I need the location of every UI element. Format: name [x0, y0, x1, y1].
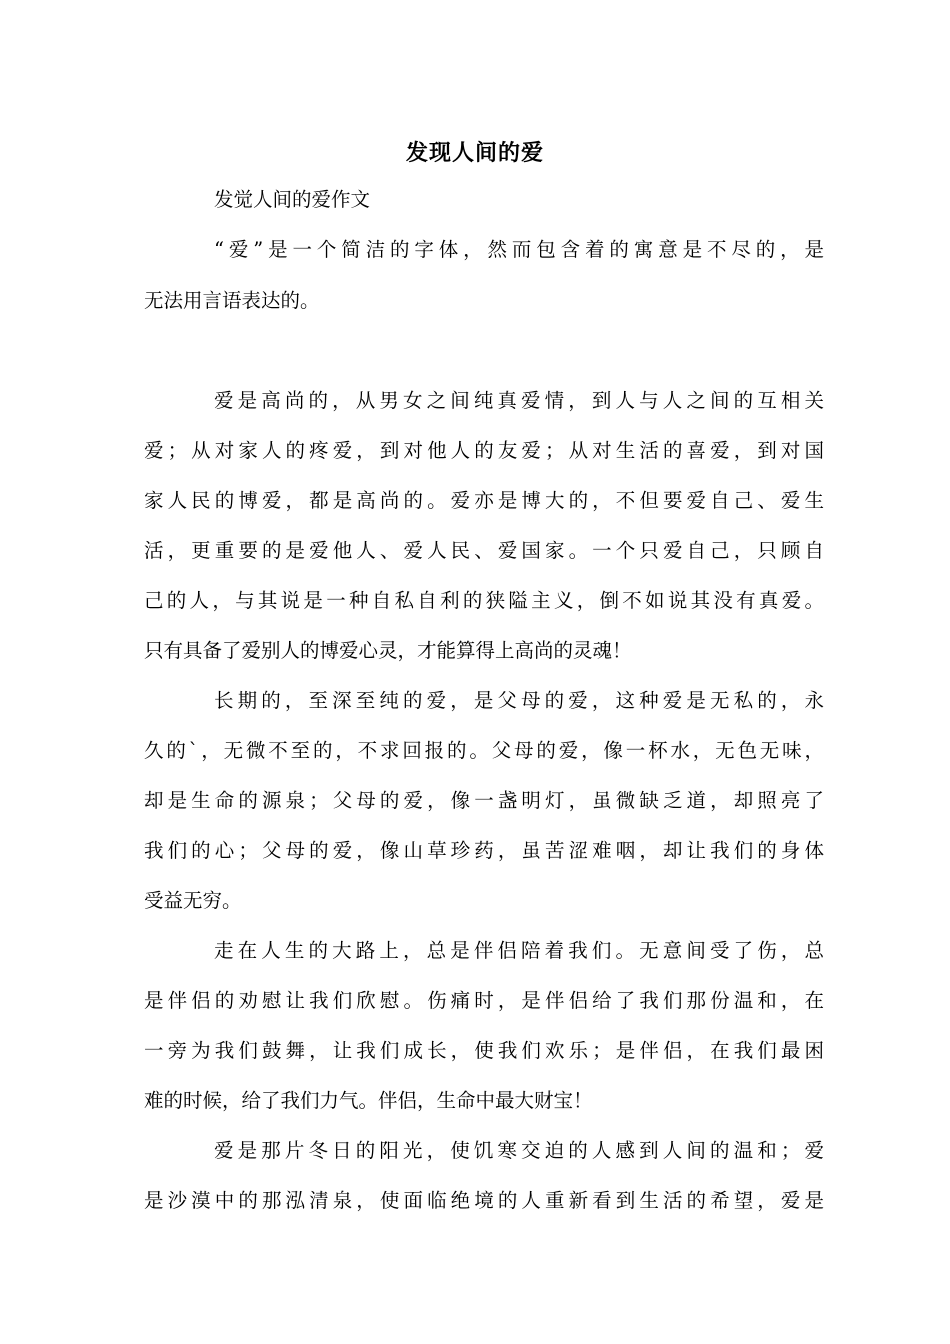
text-line: 是伴侣的劝慰让我们欣慰。伤痛时，是伴侣给了我们那份温和，在	[144, 989, 824, 1012]
text-line: 爱是高尚的，从男女之间纯真爱情，到人与人之间的互相关	[214, 389, 824, 412]
text-line: 是沙漠中的那泓清泉，使面临绝境的人重新看到生活的希望，爱是	[144, 1189, 824, 1212]
text-line: 无法用言语表达的。	[144, 289, 320, 312]
text-line: 长期的，至深至纯的爱，是父母的爱，这种爱是无私的，永	[214, 689, 824, 712]
text-line: 只有具备了爱别人的博爱心灵，才能算得上高尚的灵魂！	[144, 639, 632, 662]
text-line: “爱”是一个简洁的字体，然而包含着的寓意是不尽的，是	[214, 238, 824, 261]
text-line: 家人民的博爱，都是高尚的。爱亦是博大的，不但要爱自己、爱生	[144, 489, 824, 512]
text-line: 久的`，无微不至的，不求回报的。父母的爱，像一杯水，无色无味，	[144, 739, 824, 762]
text-line: 走在人生的大路上，总是伴侣陪着我们。无意间受了伤，总	[214, 939, 824, 962]
text-line: 己的人，与其说是一种自私自利的狭隘主义，倒不如说其没有真爱。	[144, 589, 824, 612]
document-title: 发现人间的爱	[405, 140, 544, 166]
text-line: 爱；从对家人的疼爱，到对他人的友爱；从对生活的喜爱，到对国	[144, 439, 824, 462]
text-line: 却是生命的源泉；父母的爱，像一盏明灯，虽微缺乏道，却照亮了	[144, 789, 824, 812]
text-line: 受益无穷。	[144, 889, 242, 912]
text-line: 爱是那片冬日的阳光，使饥寒交迫的人感到人间的温和；爱	[214, 1139, 824, 1162]
text-line: 难的时候，给了我们力气。伴侣，生命中最大财宝！	[144, 1089, 593, 1112]
text-line: 一旁为我们鼓舞，让我们成长，使我们欢乐；是伴侣，在我们最困	[144, 1039, 824, 1062]
subtitle-line: 发觉人间的爱作文	[214, 188, 371, 211]
text-line: 我们的心；父母的爱，像山草珍药，虽苦涩难咽，却让我们的身体	[144, 839, 824, 862]
text-line: 活，更重要的是爱他人、爱人民、爱国家。一个只爱自己，只顾自	[144, 539, 824, 562]
